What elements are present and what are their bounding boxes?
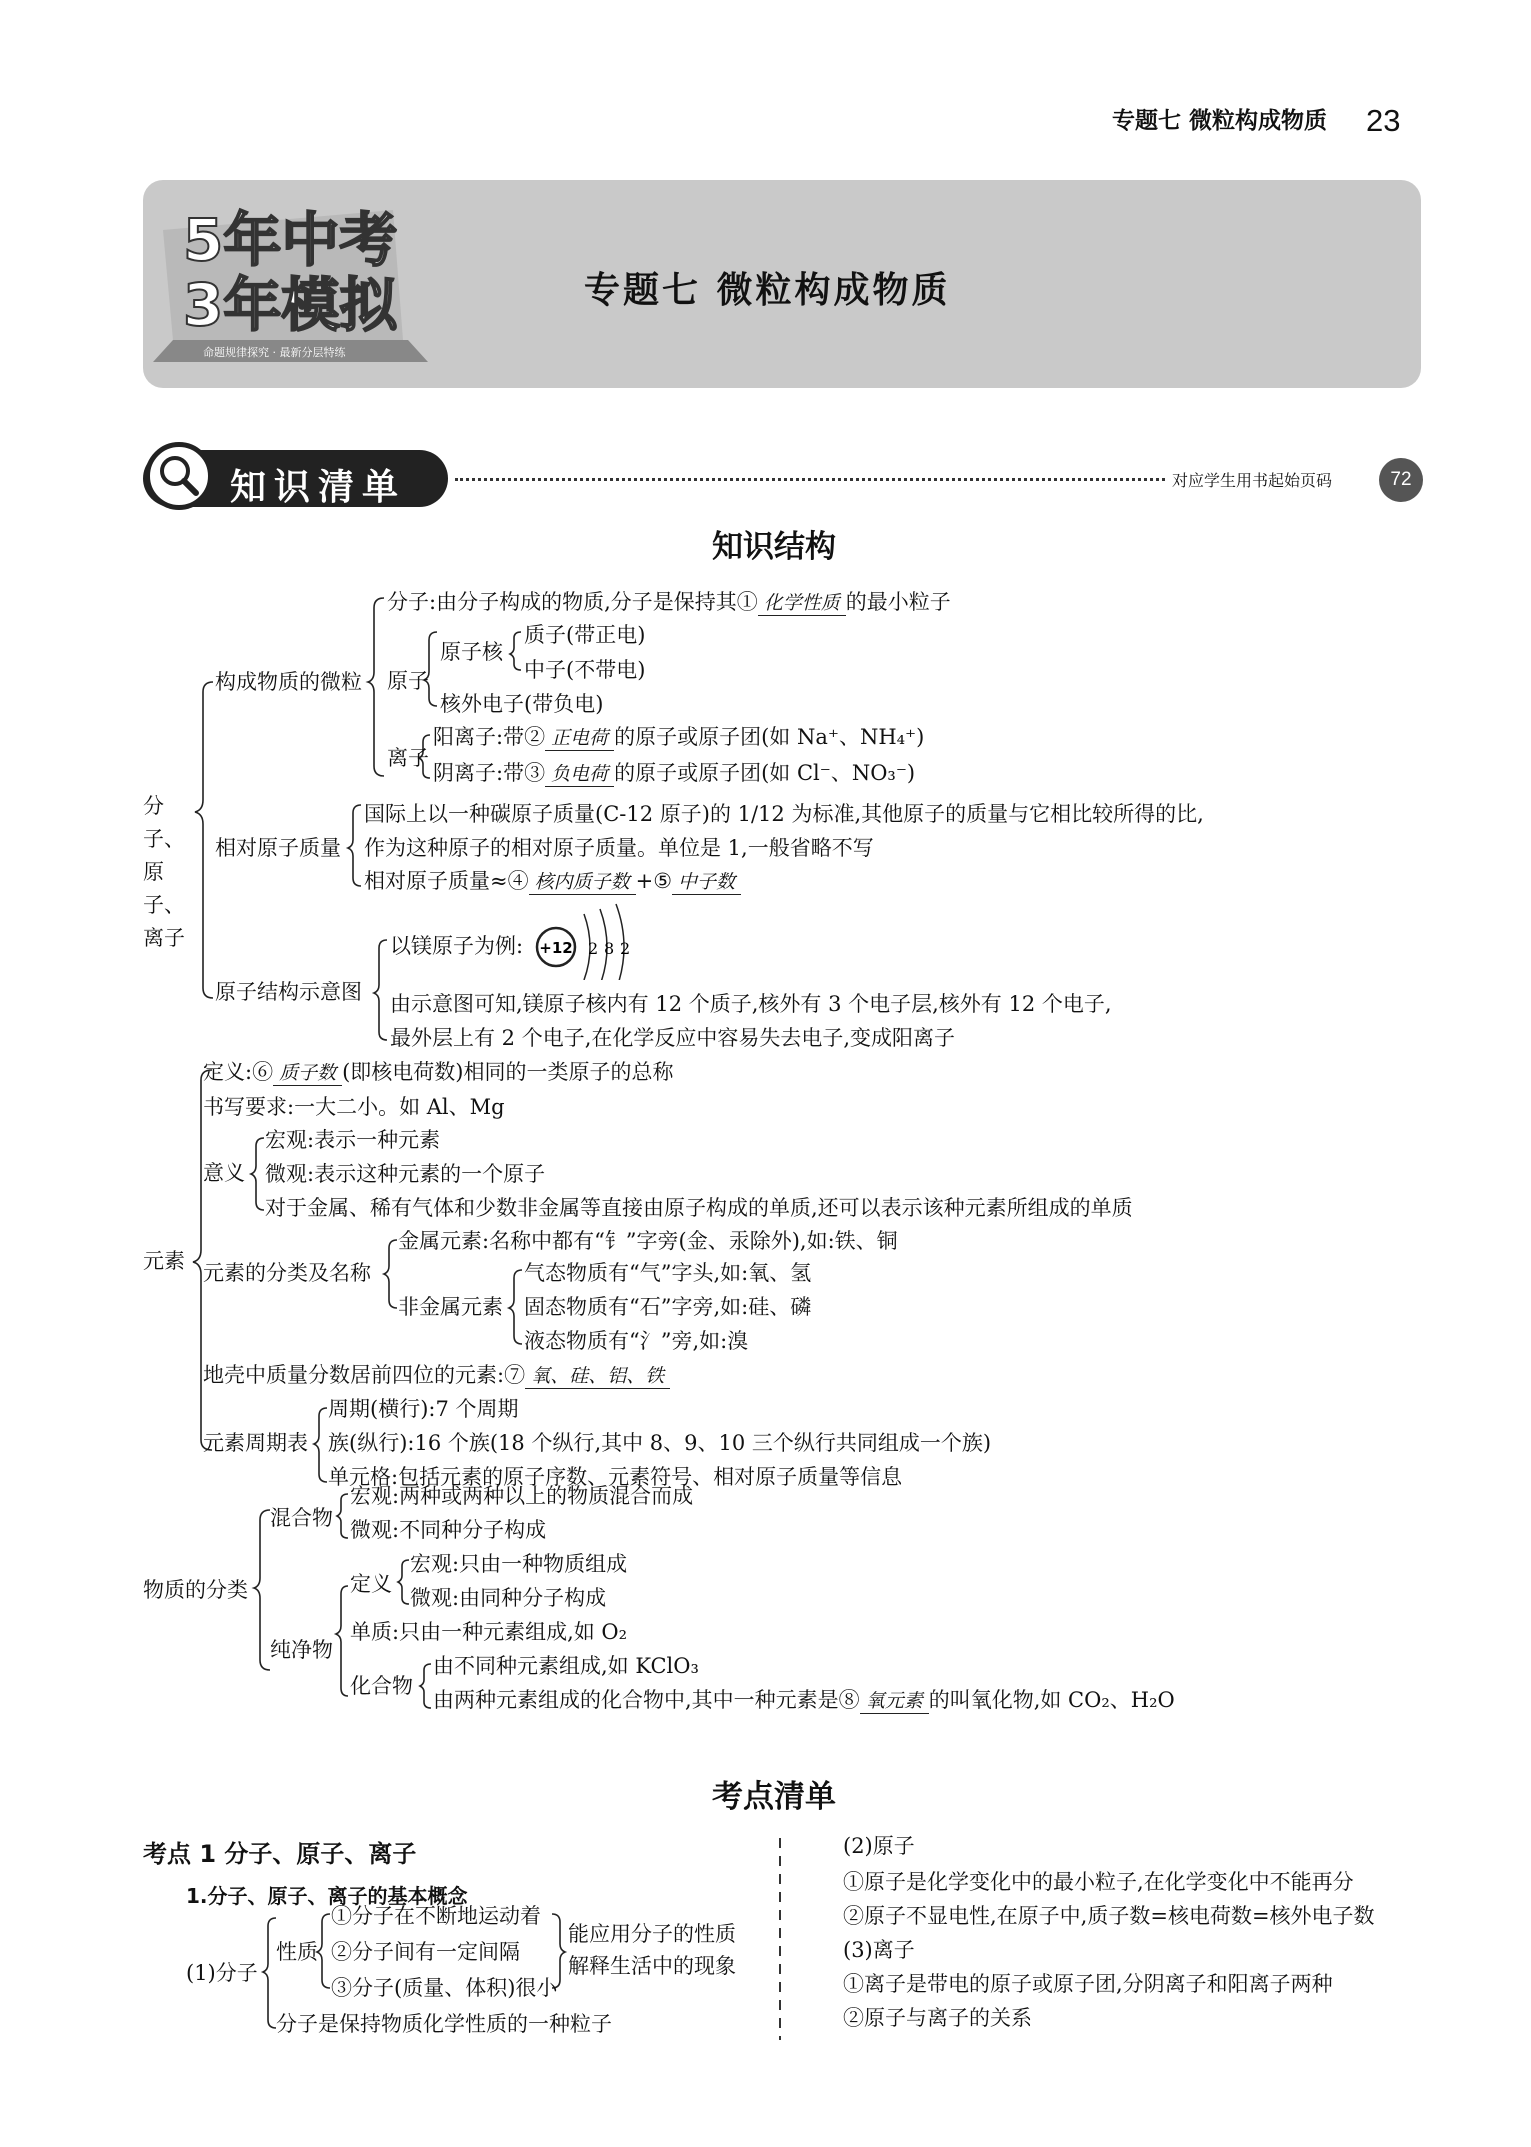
mg-example-label: 以镁原子为例: (390, 934, 524, 958)
root-line: 原子、 (143, 860, 185, 917)
blank-4: 核内质子数 (529, 873, 636, 895)
solid-element: 固态物质有“石”字旁,如:硅、磷 (524, 1295, 812, 1319)
blank-3: 负电荷 (545, 765, 614, 787)
blank-8: 氧元素 (860, 1692, 929, 1714)
page-number: 23 (1366, 103, 1401, 138)
molecule-label: (1)分子 (186, 1961, 258, 1985)
ion-point-2: ②原子与离子的关系 (843, 2006, 1032, 2030)
neutron: 中子(不带电) (524, 658, 646, 682)
logo-line1: 5年中考 (183, 206, 398, 274)
blank-5: 中子数 (672, 873, 741, 895)
mg-shell-3: 2 (620, 939, 631, 958)
running-title: 专题七 微粒构成物质 (1112, 108, 1328, 134)
compound-label: 化合物 (350, 1674, 413, 1698)
diagram-line-1: 由示意图可知,镁原子核内有 12 个质子,核外有 3 个电子层,核外有 12 个电子, (390, 992, 1112, 1016)
root-molecule-atom-ion (143, 790, 203, 955)
compound2-pre: 由两种元素组成的化合物中,其中一种元素是⑧ (433, 1688, 860, 1712)
anion-post: 的原子或原子团(如 Cl⁻、NO₃⁻) (614, 761, 916, 785)
ion-heading: (3)离子 (843, 1938, 915, 1962)
property-note-1: 能应用分子的性质 (568, 1922, 736, 1946)
ram-line-1: 国际上以一种碳原子质量(C-12 原子)的 1/12 为标准,其他原子的质量与它相比较所得的比, (364, 802, 1204, 826)
ram-label: 相对原子质量 (215, 836, 341, 860)
pure-macro: 宏观:只由一种物质组成 (410, 1552, 628, 1576)
meaning-macro: 宏观:表示一种元素 (265, 1128, 441, 1152)
logo-sub: 命题规律探究 · 最新分层特练 (203, 346, 346, 359)
molecule-text: 分子:由分子构成的物质,分子是保持其① (387, 590, 758, 614)
element-label: 元素 (143, 1249, 185, 1273)
group-line: 族(纵行):16 个族(18 个纵行,其中 8、9、10 三个纵行共同组成一个族) (328, 1431, 992, 1455)
atom-label: 原子 (387, 669, 429, 693)
ram3-mid: +⑤ (635, 869, 673, 893)
logo-line2: 3年模拟 (183, 271, 398, 339)
mixture-micro: 微观:不同种分子构成 (350, 1518, 547, 1542)
anion-pre: 阴离子:带③ (433, 761, 546, 785)
ion-point-1: ①离子是带电的原子或原子团,分阴离子和阳离子两种 (843, 1972, 1333, 1996)
particles-label: 构成物质的微粒 (215, 670, 362, 694)
compound2-post: 的叫氧化物,如 CO₂、H₂O (928, 1688, 1175, 1712)
cation-pre: 阳离子:带② (433, 725, 546, 749)
diagram-line-2: 最外层上有 2 个电子,在化学反应中容易失去电子,变成阳离子 (390, 1026, 956, 1050)
mg-shell-1: 2 (588, 939, 599, 958)
ref-page-label: 对应学生用书起始页码 (1172, 471, 1333, 490)
crust-pre: 地壳中质量分数居前四位的元素:⑦ (203, 1363, 526, 1387)
property-label: 性质 (276, 1940, 318, 1964)
def-post: (即核电荷数)相同的一类原子的总称 (342, 1060, 674, 1084)
crust-elements (203, 1365, 670, 1389)
molecule-line (387, 592, 951, 616)
cation-line (433, 727, 924, 751)
exam-point-1: 考点 1 分子、原子、离子 (143, 1840, 417, 1868)
diagram-label: 原子结构示意图 (215, 980, 362, 1004)
property-note-2: 解释生活中的现象 (568, 1954, 736, 1978)
anion-line (433, 763, 915, 787)
mg-atom-diagram (533, 900, 643, 980)
classification-label: 元素的分类及名称 (203, 1261, 371, 1285)
periodic-table-label: 元素周期表 (203, 1431, 308, 1455)
ion-label: 离子 (387, 746, 429, 770)
element-definition (203, 1062, 673, 1086)
cation-post: 的原子或原子团(如 Na⁺、NH₄⁺) (614, 725, 925, 749)
mg-nucleus-label: +12 (539, 939, 573, 957)
mixture-macro: 宏观:两种或两种以上的物质混合而成 (350, 1484, 694, 1508)
meaning-micro: 微观:表示这种元素的一个原子 (265, 1162, 546, 1186)
metal-element: 金属元素:名称中都有“钅”字旁(金、汞除外),如:铁、铜 (398, 1229, 898, 1253)
atom-point-1: ①原子是化学变化中的最小粒子,在化学变化中不能再分 (843, 1870, 1354, 1894)
exam-subheading-1: 1.分子、原子、离子的基本概念 (186, 1884, 468, 1908)
meaning-substance: 对于金属、稀有气体和少数非金属等直接由原子构成的单质,还可以表示该种元素所组成的单质 (265, 1196, 1133, 1220)
molecule-definition: 分子是保持物质化学性质的一种粒子 (276, 2012, 612, 2036)
atom-heading: (2)原子 (843, 1834, 915, 1858)
ram-line-3 (364, 871, 741, 895)
molecule-tail: 的最小粒子 (845, 590, 951, 614)
blank-1: 化学性质 (758, 594, 846, 616)
blank-2: 正电荷 (545, 729, 614, 751)
nucleus-label: 原子核 (440, 640, 503, 664)
property-2: ②分子间有一定间隔 (331, 1940, 520, 1964)
period-line: 周期(横行):7 个周期 (328, 1397, 519, 1421)
structure-title: 知识结构 (712, 529, 836, 565)
ram3-pre: 相对原子质量≈④ (364, 869, 529, 893)
meaning-label: 意义 (203, 1161, 245, 1185)
liquid-element: 液态物质有“氵”旁,如:溴 (524, 1329, 749, 1353)
blank-6: 质子数 (273, 1064, 342, 1086)
root-line: 分子、 (143, 794, 185, 851)
gas-element: 气态物质有“气”字头,如:氧、氢 (524, 1261, 812, 1285)
exam-title: 考点清单 (712, 1779, 836, 1815)
nonmetal-label: 非金属元素 (398, 1295, 503, 1319)
cell-line: 单元格:包括元素的原子序数、元素符号、相对原子质量等信息 (328, 1465, 903, 1489)
mg-shell-2: 8 (604, 939, 615, 958)
def-pre: 定义:⑥ (203, 1060, 274, 1084)
pure-label: 纯净物 (270, 1638, 333, 1662)
matter-label: 物质的分类 (143, 1578, 248, 1602)
electron: 核外电子(带负电) (440, 692, 604, 716)
compound-line-1: 由不同种元素组成,如 KClO₃ (433, 1654, 699, 1678)
atom-point-2: ②原子不显电性,在原子中,质子数=核电荷数=核外电子数 (843, 1904, 1375, 1928)
writing-rule: 书写要求:一大二小。如 Al、Mg (203, 1095, 505, 1119)
knowledge-list-heading: 知识清单 (230, 467, 407, 508)
definition-label: 定义 (350, 1572, 392, 1596)
chapter-title: 专题七 微粒构成物质 (584, 270, 951, 311)
root-line: 离子 (143, 926, 185, 950)
blank-7: 氧、硅、铝、铁 (525, 1367, 670, 1389)
pure-micro: 微观:由同种分子构成 (410, 1586, 607, 1610)
property-3: ③分子(质量、体积)很小 (331, 1976, 558, 2000)
ram-line-2: 作为这种原子的相对原子质量。单位是 1,一般省略不写 (364, 836, 874, 860)
ref-page-number: 72 (1379, 458, 1423, 502)
simple-substance: 单质:只由一种元素组成,如 O₂ (350, 1620, 628, 1644)
property-1: ①分子在不断地运动着 (331, 1904, 541, 1928)
proton: 质子(带正电) (524, 623, 646, 647)
compound-line-2 (433, 1690, 1175, 1714)
mixture-label: 混合物 (270, 1506, 333, 1530)
